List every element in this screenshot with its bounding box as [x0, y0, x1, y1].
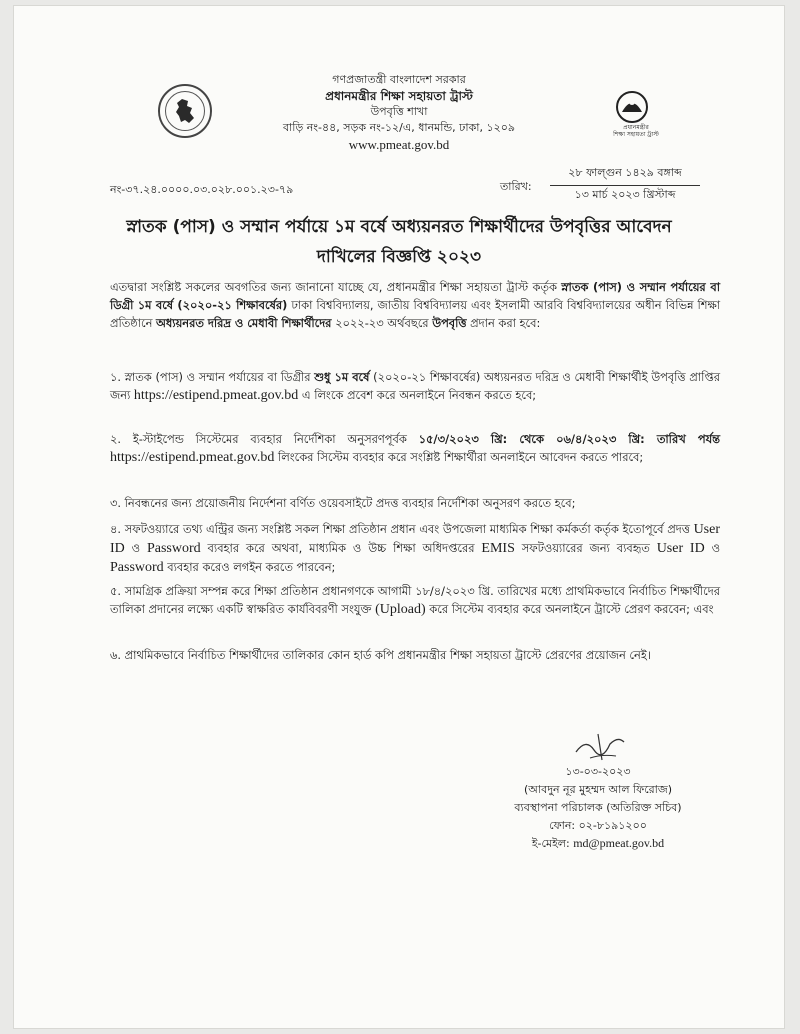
date-label: তারিখ: — [500, 180, 532, 193]
header-address: বাড়ি নং-৪৪, সড়ক নং-১২/এ, ধানমন্ডি, ঢাকা, ১২০৯ — [282, 121, 516, 134]
header-website-link[interactable]: www.pmeat.gov.bd — [348, 137, 450, 152]
list-item-4: ৪. সফটওয়্যারে তথ্য এন্ট্রির জন্য সংশ্লিষ্ট সকল শিক্ষা প্রতিষ্ঠান প্রধান এবং উপজেলা মাধ্যমিক শিক্ষা কর্মকর্তা কর্তৃক ইতোপূর্বে প্রদত্ত User ID ও Password ব্যবহার করে অথবা, মাধ্যমিক ও উচ্চ শিক্ষা অধিদপ্তরের EMIS সফটওয়্যারের জন্য ব্যবহৃত User ID ও Password ব্যবহার করেও লগইন করতে পারবেন; — [110, 522, 720, 575]
signatory-phone: ফোন: ০২-৮১৯১২০০ — [549, 819, 647, 832]
notice-title-line1: স্নাতক (পাস) ও সম্মান পর্যায়ে ১ম বর্ষে অধ্যয়নরত শিক্ষার্থীদের উপবৃত্তির আবেদন — [126, 217, 672, 237]
signature-scribble-icon — [572, 728, 632, 768]
header-government: গণপ্রজাতন্ত্রী বাংলাদেশ সরকার — [332, 73, 466, 86]
header-section: উপবৃত্তি শাখা — [370, 105, 428, 118]
signature-date: ১৩-০৩-২০২৩ — [565, 765, 631, 778]
list-item-5: ৫. সামগ্রিক প্রক্রিয়া সম্পন্ন করে শিক্ষা প্রতিষ্ঠান প্রধানগণকে আগামী ১৮/৪/২০২৩ খ্রি. তারিখের মধ্যে প্রাথমিকভাবে নির্বাচিত শিক্ষার্থীদের তালিকা প্রদানের লক্ষ্যে একটি স্বাক্ষরিত কার্যবিবরণী সংযুক্ত (Upload) করে সিস্টেম ব্যবহার করে অনলাইনে ট্রাস্টে প্রেরণ করবেন; এবং — [110, 584, 720, 617]
document-page — [14, 6, 784, 1028]
estipend-link-2[interactable]: https://estipend.pmeat.gov.bd — [110, 450, 275, 465]
header-organization: প্রধানমন্ত্রীর শিক্ষা সহায়তা ট্রাস্ট — [325, 89, 473, 103]
signatory-name: (আবদুন নূর মুহম্মদ আল ফিরোজ) — [523, 783, 673, 796]
email-link[interactable]: md@pmeat.gov.bd — [573, 836, 665, 850]
date-bangla: ২৮ ফাল্গুন ১৪২৯ বঙ্গাব্দ — [550, 164, 700, 186]
signatory-email: ই-মেইল: md@pmeat.gov.bd — [531, 836, 665, 850]
intro-paragraph: এতদ্বারা সংশ্লিষ্ট সকলের অবগতির জন্য জানানো যাচ্ছে যে, প্রধানমন্ত্রীর শিক্ষা সহায়তা ট্রাস্ট কর্তৃক স্নাতক (পাস) ও সম্মান পর্যায়ের বা ডিগ্রী ১ম বর্ষে (২০২০-২১ শিক্ষাবর্ষের) ঢাকা বিশ্ববিদ্যালয়, জাতীয় বিশ্ববিদ্যালয় এবং ইসলামী আরবি বিশ্ববিদ্যালয়ের অধীন বিভিন্ন শিক্ষা প্রতিষ্ঠানে অধ্যয়নরত দরিদ্র ও মেধাবী শিক্ষার্থীদের ২০২২-২৩ অর্থবছরে উপবৃত্তি প্রদান করা হবে: — [110, 280, 721, 330]
list-item-2: ২. ই-স্টাইপেন্ড সিস্টেমের ব্যবহার নির্দেশিকা অনুসরণপূর্বক ১৫/৩/২০২৩ খ্রি: থেকে ০৬/৪/২০২৩ খ্রি: তারিখ পর্যন্ত https://estipend.pmeat.gov.bd লিংকের সিস্টেম ব্যবহার করে সংশ্লিষ্ট শিক্ষার্থীরা অনলাইনে আবেদন করতে পারবে; — [110, 432, 720, 465]
list-item-3: ৩. নিবন্ধনের জন্য প্রয়োজনীয় নির্দেশনা বর্ণিত ওয়েবসাইটে প্রদত্ত ব্যবহার নির্দেশিকা অনুসরণ করতে হবে; — [110, 496, 576, 510]
trust-logo-caption: প্রধানমন্ত্রীর শিক্ষা সহায়তা ট্রাস্ট — [613, 124, 659, 138]
list-item-6: ৬. প্রাথমিকভাবে নির্বাচিত শিক্ষার্থীদের তালিকার কোন হার্ড কপি প্রধানমন্ত্রীর শিক্ষা সহায়তা ট্রাস্টে প্রেরণের প্রয়োজন নেই। — [110, 648, 651, 662]
notice-title-line2: দাখিলের বিজ্ঞপ্তি ২০২৩ — [316, 247, 482, 267]
memo-number: নং-৩৭.২৪.০০০০.০৩.০২৮.০০১.২৩-৭৯ — [110, 183, 294, 196]
date-gregorian: ১৩ মার্চ ২০২৩ খ্রিস্টাব্দ — [574, 188, 676, 201]
signatory-designation: ব্যবস্থাপনা পরিচালক (অতিরিক্ত সচিব) — [514, 801, 682, 814]
estipend-link[interactable]: https://estipend.pmeat.gov.bd — [133, 388, 299, 403]
list-item-1: ১. স্নাতক (পাস) ও সম্মান পর্যায়ের বা ডিগ্রীর শুধু ১ম বর্ষে (২০২০-২১ শিক্ষাবর্ষের) অধ্যয়নরত দরিদ্র ও মেধাবী শিক্ষার্থীই উপবৃত্তি প্রাপ্তির জন্য https://estipend.pmeat.gov.bd এ লিংকে প্রবেশ করে অনলাইনে নিবন্ধন করতে হবে; — [110, 370, 720, 403]
